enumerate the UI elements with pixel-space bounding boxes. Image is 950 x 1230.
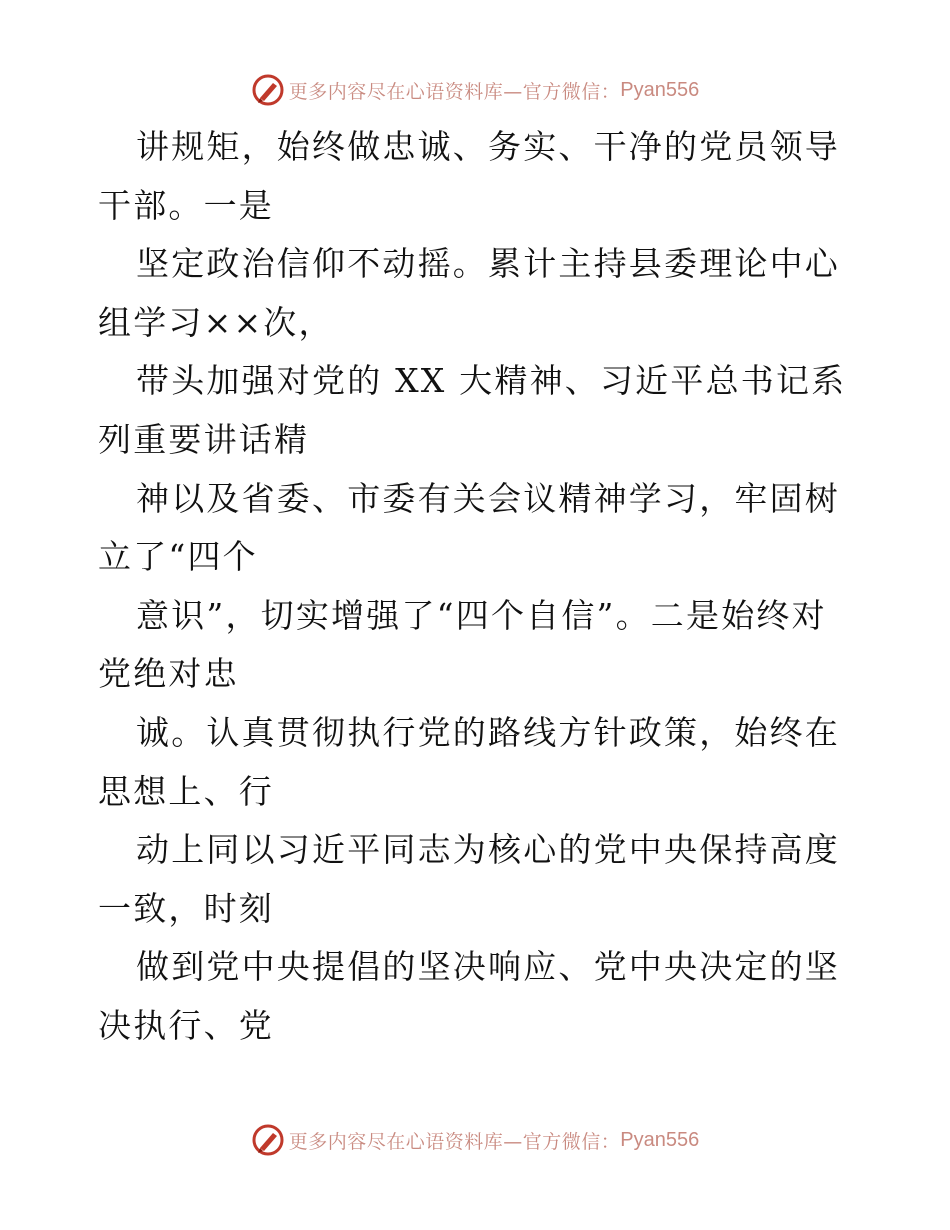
paragraph: 诚。认真贯彻执行党的路线方针政策，始终在思想上、行 xyxy=(98,712,840,811)
paragraph: 神以及省委、市委有关会议精神学习，牢固树立了“四个 xyxy=(98,478,840,577)
watermark-text: 更多内容尽在心语资料库—官方微信： xyxy=(288,80,621,103)
paragraph: 做到党中央提倡的坚决响应、党中央决定的坚决执行、党 xyxy=(98,947,840,1045)
watermark-id: Pyan556 xyxy=(620,78,700,101)
watermark-id: Pyan556 xyxy=(620,1128,700,1151)
pen-logo-icon xyxy=(251,1123,285,1157)
paragraph: 坚定政治信仰不动摇。累计主持县委理论中心组学习××次， xyxy=(98,244,840,342)
paragraph: 动上同以习近平同志为核心的党中央保持高度一致，时刻 xyxy=(98,830,840,928)
header-watermark xyxy=(0,70,950,110)
paragraph: 意识”，切实增强了“四个自信”。二是始终对党绝对忠 xyxy=(98,595,827,694)
document-body xyxy=(98,118,858,1056)
pen-logo-icon xyxy=(251,73,285,107)
watermark-text: 更多内容尽在心语资料库—官方微信： xyxy=(288,1130,621,1153)
footer-watermark xyxy=(0,1120,950,1160)
paragraph: 带头加强对党的 XX 大精神、习近平总书记系列重要讲话精 xyxy=(98,361,847,459)
paragraph: 讲规矩，始终做忠诚、务实、干净的党员领导干部。一是 xyxy=(98,127,840,225)
